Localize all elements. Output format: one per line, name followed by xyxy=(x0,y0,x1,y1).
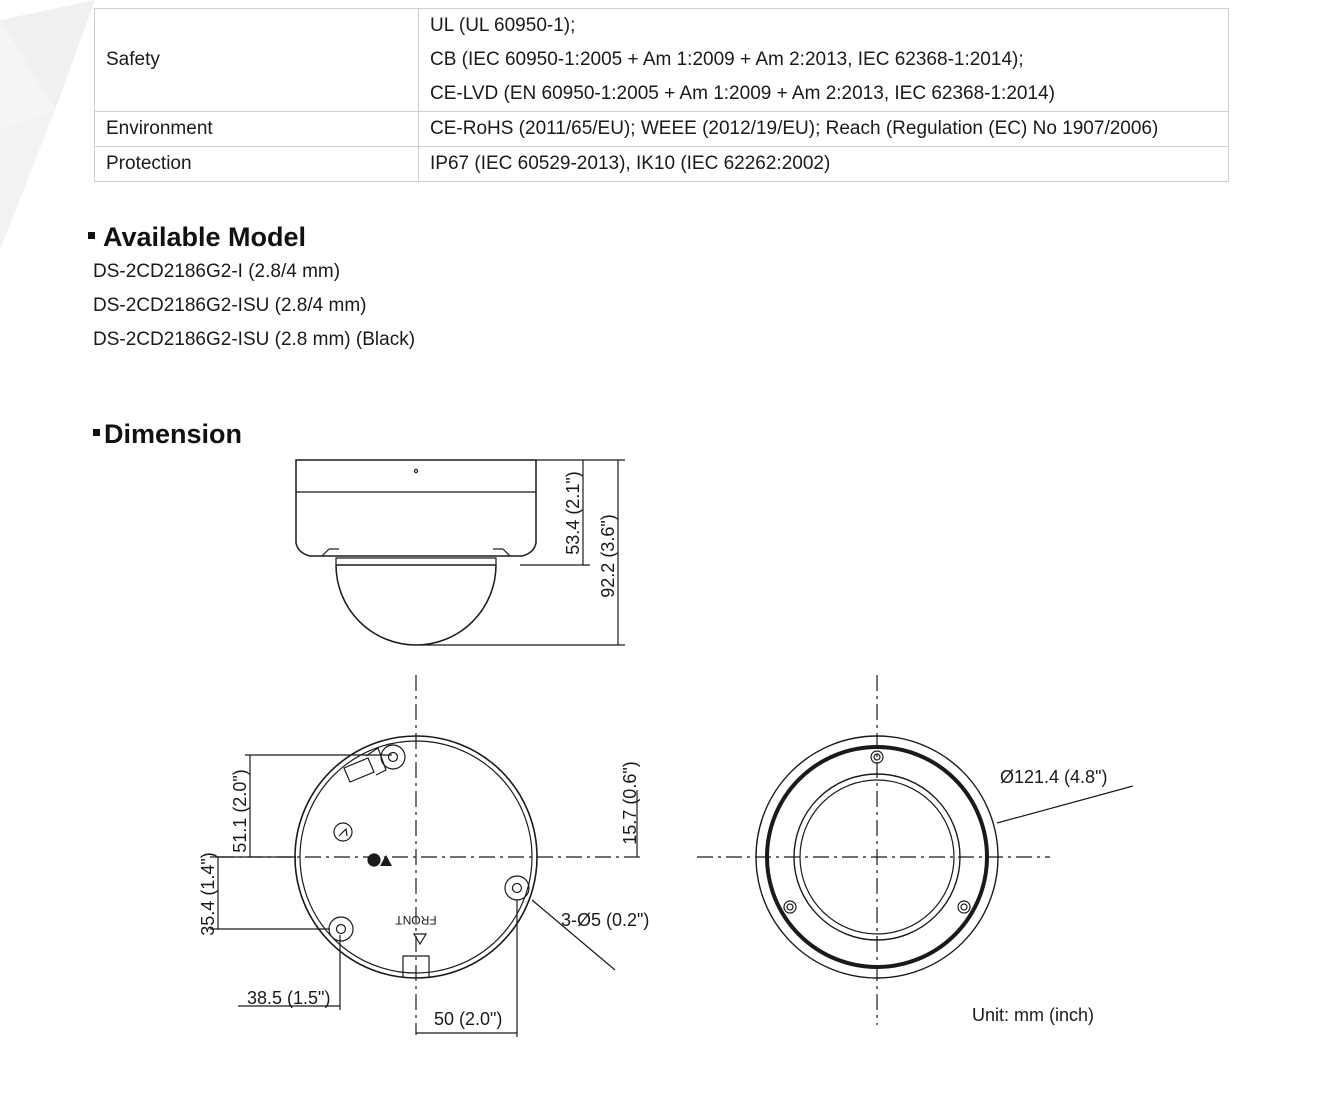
dim-label-offset-top: 51.1 (2.0") xyxy=(230,769,250,853)
dim-label-offset-right: 15.7 (0.6") xyxy=(620,761,640,845)
list-item: DS-2CD2186G2-I (2.8/4 mm) xyxy=(93,261,341,282)
dim-label-width-left: 38.5 (1.5") xyxy=(247,988,331,1008)
unit-label: Unit: mm (inch) xyxy=(972,1005,1095,1025)
list-item: DS-2CD2186G2-ISU (2.8 mm) (Black) xyxy=(93,329,416,350)
spec-value-line: IP67 (IEC 60529-2013), IK10 (IEC 62262:2002) xyxy=(430,153,831,174)
spec-value-line: CE-LVD (EN 60950-1:2005 + Am 1:2009 + Am 2:2013, IEC 62368-1:2014) xyxy=(430,83,1055,104)
spec-label: Environment xyxy=(95,112,419,147)
heading-text: Available Model xyxy=(103,222,307,252)
spec-label: Safety xyxy=(95,9,419,112)
dim-label-hole-spec: 3-Ø5 (0.2") xyxy=(561,910,650,930)
dim-label-height-total: 92.2 (3.6") xyxy=(598,514,618,598)
spec-value-line: UL (UL 60950-1); xyxy=(430,15,576,36)
dim-label-width-right: 50 (2.0") xyxy=(434,1009,503,1029)
bottom-view xyxy=(210,675,640,1037)
dim-label-offset-bottom: 35.4 (1.4") xyxy=(198,852,218,936)
dim-label-height-body: 53.4 (2.1") xyxy=(563,471,583,555)
heading-text: Dimension xyxy=(104,419,243,449)
dim-label-diameter: Ø121.4 (4.8") xyxy=(1000,767,1108,787)
spec-label: Protection xyxy=(95,147,419,182)
front-label: FRONT xyxy=(395,913,437,927)
spec-value-line: CE-RoHS (2011/65/EU); WEEE (2012/19/EU); Reach (Regulation (EC) No 1907/2006) xyxy=(430,118,1159,139)
list-item: DS-2CD2186G2-ISU (2.8/4 mm) xyxy=(93,295,367,316)
top-view xyxy=(697,675,1133,1025)
spec-value-line: CB (IEC 60950-1:2005 + Am 1:2009 + Am 2:2013, IEC 62368-1:2014); xyxy=(430,49,1024,70)
